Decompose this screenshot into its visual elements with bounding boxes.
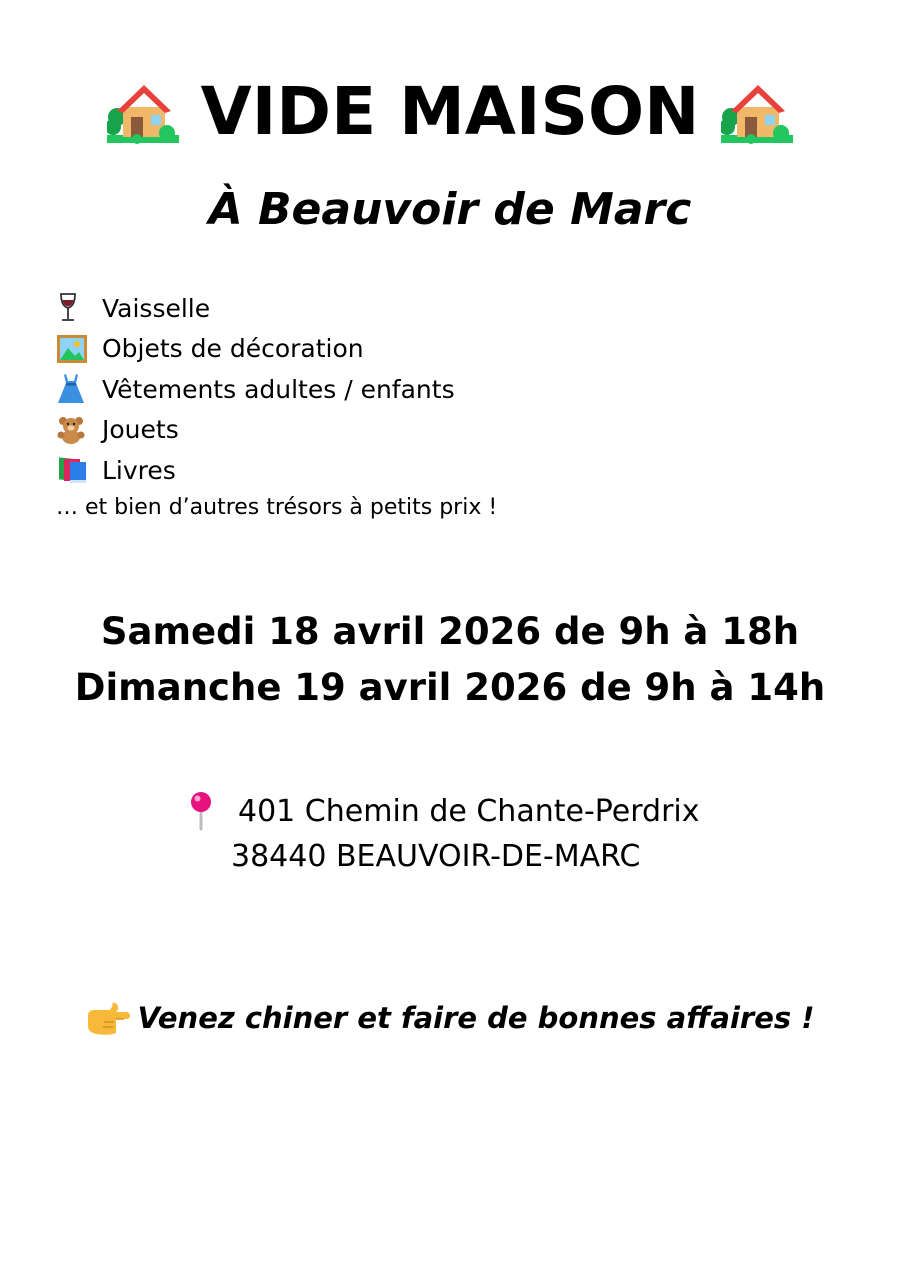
address-line2: 38440 BEAUVOIR-DE-MARC bbox=[231, 839, 641, 874]
item-list bbox=[56, 288, 756, 525]
list-item bbox=[56, 288, 756, 329]
date-sunday: Dimanche 19 avril 2026 de 9h à 14h bbox=[74, 666, 826, 709]
title-row bbox=[0, 72, 900, 152]
item-label: Objets de décoration bbox=[102, 334, 364, 364]
more-items-text: … et bien d’autres trésors à petits prix ! bbox=[56, 494, 498, 520]
list-item bbox=[56, 410, 756, 451]
list-item bbox=[56, 369, 756, 410]
date-saturday: Samedi 18 avril 2026 de 9h à 18h bbox=[100, 610, 800, 653]
cta-text: Venez chiner et faire de bonnes affaires ! bbox=[137, 1001, 815, 1035]
event-dates bbox=[0, 604, 900, 716]
page-subtitle: À Beauvoir de Marc bbox=[208, 184, 692, 235]
item-label: Jouets bbox=[102, 415, 179, 445]
house-with-garden-icon bbox=[107, 79, 179, 145]
page-title: VIDE MAISON bbox=[200, 73, 700, 150]
framed-picture-icon bbox=[56, 331, 102, 367]
round-pushpin-icon bbox=[186, 788, 238, 834]
list-item bbox=[56, 329, 756, 370]
list-item bbox=[56, 450, 756, 491]
wine-glass-icon bbox=[56, 290, 102, 326]
item-label: Vaisselle bbox=[102, 293, 211, 323]
pointing-hand-icon bbox=[86, 1000, 130, 1036]
books-icon bbox=[56, 452, 102, 488]
dress-icon bbox=[56, 371, 102, 407]
house-with-garden-icon bbox=[721, 79, 793, 145]
call-to-action bbox=[0, 994, 900, 1042]
address-block bbox=[186, 788, 836, 880]
teddy-bear-icon bbox=[56, 412, 102, 448]
item-label: Livres bbox=[102, 455, 176, 485]
address-line1: 401 Chemin de Chante-Perdrix bbox=[238, 793, 700, 829]
item-label: Vêtements adultes / enfants bbox=[102, 374, 455, 404]
